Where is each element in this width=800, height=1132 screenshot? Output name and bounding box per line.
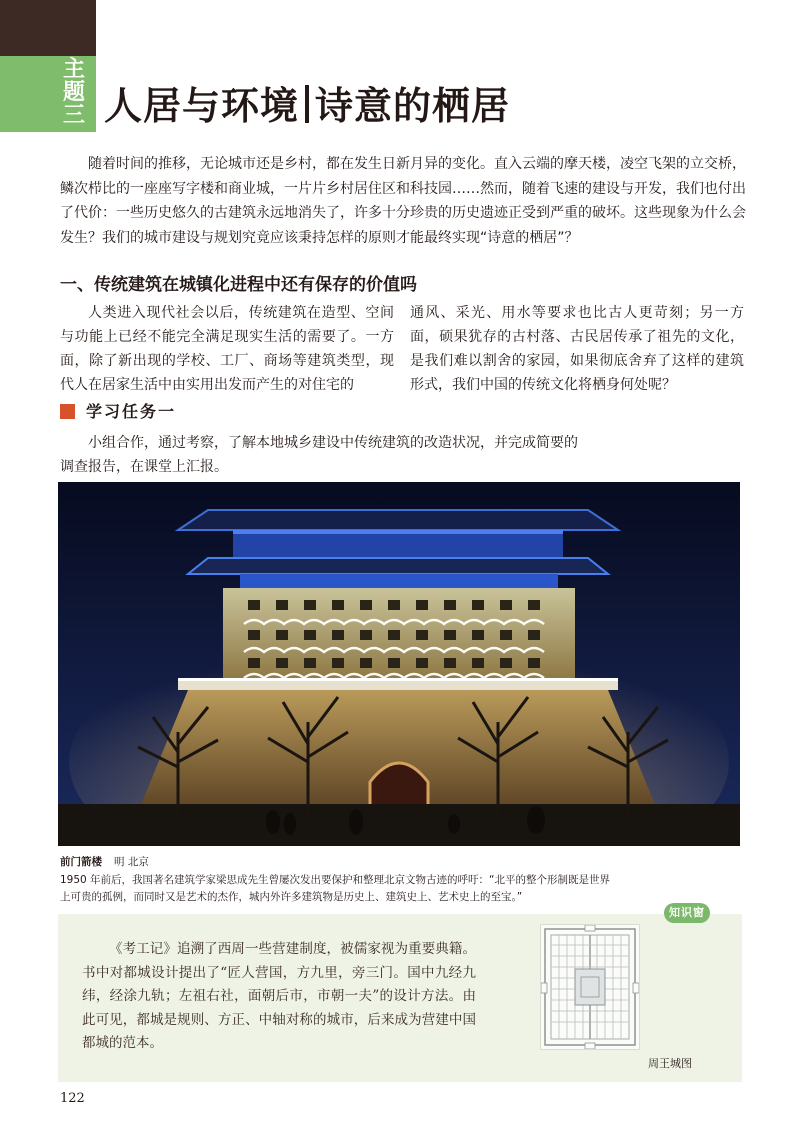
learning-task-title: 学习任务一 [86, 402, 177, 421]
theme-tab-label: 主题三 [62, 57, 85, 128]
title-divider [305, 85, 309, 123]
photo-caption-era: 明 北京 [114, 856, 149, 868]
photo-caption-title [60, 854, 149, 870]
page-number: 122 [60, 1091, 85, 1106]
city-plan-diagram-icon [541, 925, 639, 1049]
task-square-icon [60, 404, 75, 419]
qianmen-gate-illustration [58, 482, 740, 846]
page-title [104, 80, 510, 132]
plan-figure-caption: 周王城图 [648, 1057, 692, 1070]
zhou-royal-city-plan [540, 924, 640, 1050]
photo-caption-name: 前门箭楼 [60, 856, 102, 868]
section-heading: 一、传统建筑在城镇化进程中还有保存的价值吗 [60, 275, 417, 295]
learning-task-text: 小组合作，通过考察，了解本地城乡建设中传统建筑的改造状况，并完成简要的调查报告，在课堂上汇报。 [60, 435, 578, 475]
knowledge-window-badge: 知识窗 [664, 903, 710, 923]
page-title-sub: 诗意的栖居 [315, 83, 511, 128]
section-right-column: 通风、采光、用水等要求也比古人更苛刻；另一方面，硕果犹存的古村落、古民居传承了祖先的文化，是我们难以割舍的家园，如果彻底舍弃了这样的建筑形式，我们中国的传统文化将栖身何处呢？ [410, 305, 744, 393]
section-left-column: 人类进入现代社会以后，传统建筑在造型、空间与功能上已经不能完全满足现实生活的需要了。一方面，除了新出现的学校、工厂、商场等建筑类型，现代人在居家生活中由实用出发而产生的对住宅的 [60, 305, 394, 393]
knowledge-window-text: 《考工记》追溯了西周一些营建制度，被儒家视为重要典籍。书中对都城设计提出了“匠人营国，方九里，旁三门。国中九经九纬，经涂九轨；左祖右社，面朝后市，市朝一夫”的设计方法。由此可见，都城是规则、方正、中轴对称的城市，后来成为营建中国都城的范本。 [82, 941, 476, 1051]
theme-tab [0, 56, 96, 132]
qianmen-gate-photo [58, 482, 740, 846]
photo-caption-body: 1950 年前后，我国著名建筑学家梁思成先生曾屡次发出要保护和整理北京文物古迹的呼吁：“北平的整个形制既是世界上可贵的孤例，而同时又是艺术的杰作，城内外许多建筑物是历史上、建筑史上、艺术史上的至宝。” [60, 874, 610, 903]
page-title-main: 人居与环境 [104, 83, 300, 128]
intro-paragraph: 随着时间的推移，无论城市还是乡村，都在发生日新月异的变化。直入云端的摩天楼，凌空飞架的立交桥，鳞次栉比的一座座写字楼和商业城，一片片乡村居住区和科技园……然而，随着飞速的建设与开发，我们也付出了代价：一些历史悠久的古建筑永远地消失了，许多十分珍贵的历史遗迹正受到严重的破坏。这些现象为什么会发生？我们的城市建设与规划究竟应该秉持怎样的原则才能最终实现“诗意的栖居”？ [60, 156, 746, 246]
corner-decoration [0, 0, 96, 56]
